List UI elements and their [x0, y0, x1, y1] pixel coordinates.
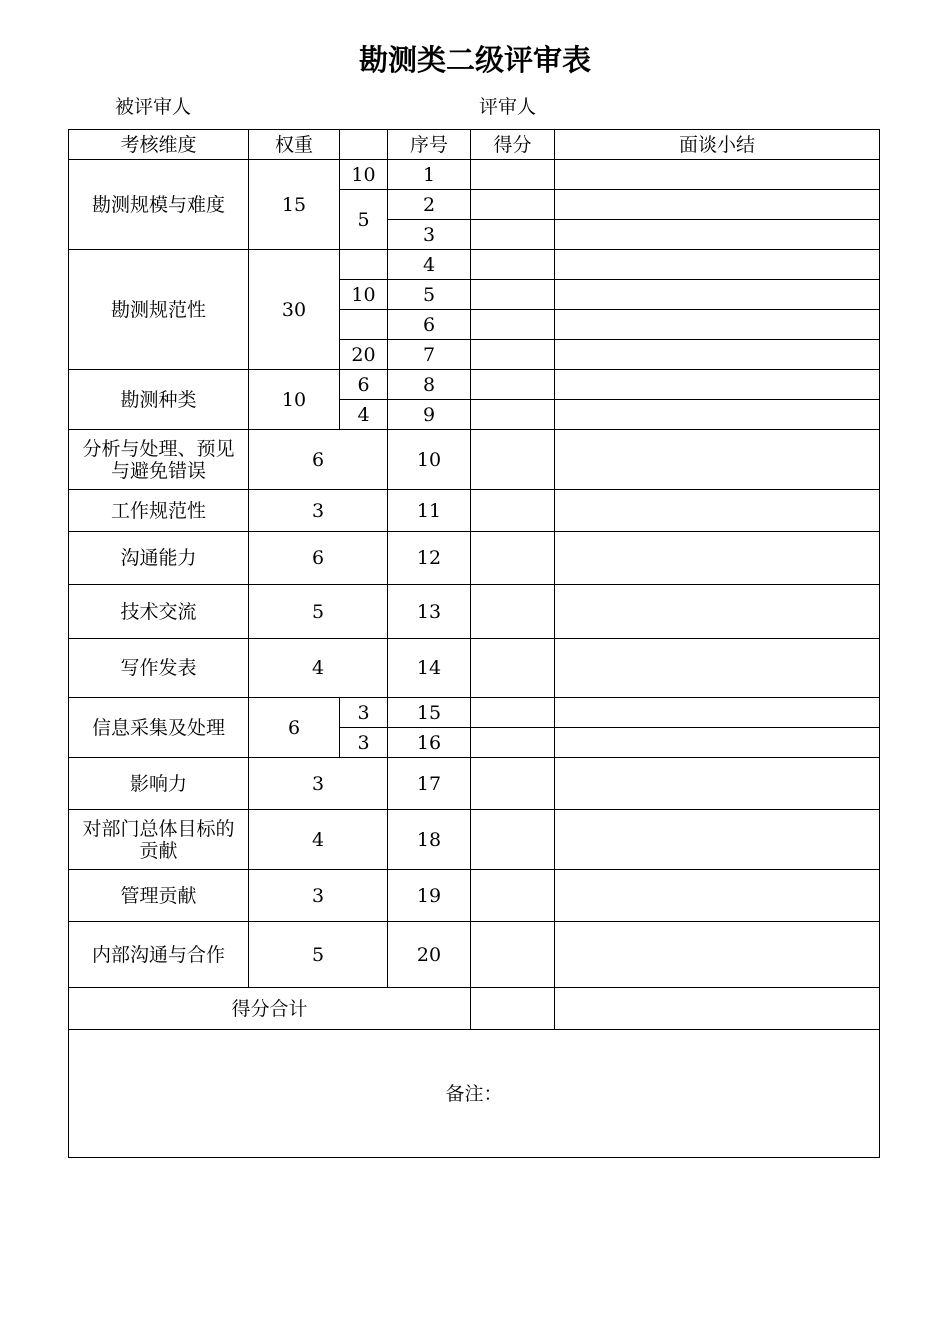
weight-cell: 3 [249, 490, 388, 532]
summary-cell[interactable] [555, 810, 880, 870]
seq-cell: 2 [388, 190, 471, 220]
table-row [69, 639, 880, 698]
weight-cell: 4 [249, 810, 388, 870]
remarks-row [69, 1030, 880, 1158]
score-cell[interactable] [471, 490, 555, 532]
dimension-cell: 内部沟通与合作 [69, 922, 249, 988]
seq-cell: 4 [388, 250, 471, 280]
summary-cell[interactable] [555, 870, 880, 922]
score-cell[interactable] [471, 190, 555, 220]
weight-cell: 3 [249, 758, 388, 810]
sub-weight-cell [340, 310, 388, 340]
table-row [69, 370, 880, 400]
table-row [69, 430, 880, 490]
summary-cell[interactable] [555, 430, 880, 490]
dimension-cell: 技术交流 [69, 585, 249, 639]
summary-cell[interactable] [555, 250, 880, 280]
seq-cell: 6 [388, 310, 471, 340]
seq-cell: 13 [388, 585, 471, 639]
weight-cell: 6 [249, 532, 388, 585]
dimension-cell: 沟通能力 [69, 532, 249, 585]
total-score-cell[interactable] [471, 988, 555, 1030]
table-row [69, 870, 880, 922]
seq-cell: 10 [388, 430, 471, 490]
summary-cell[interactable] [555, 370, 880, 400]
header-seq: 序号 [388, 130, 471, 160]
seq-cell: 3 [388, 220, 471, 250]
table-row [69, 810, 880, 870]
weight-cell: 15 [249, 160, 340, 250]
seq-cell: 19 [388, 870, 471, 922]
score-cell[interactable] [471, 340, 555, 370]
seq-cell: 1 [388, 160, 471, 190]
total-label: 得分合计 [69, 988, 471, 1030]
score-cell[interactable] [471, 370, 555, 400]
score-cell[interactable] [471, 532, 555, 585]
weight-cell: 10 [249, 370, 340, 430]
weight-cell: 4 [249, 639, 388, 698]
remarks-cell[interactable] [69, 1030, 880, 1158]
header-score: 得分 [471, 130, 555, 160]
weight-cell: 6 [249, 430, 388, 490]
sub-weight-cell: 3 [340, 728, 388, 758]
dimension-cell: 对部门总体目标的贡献 [69, 810, 249, 870]
seq-cell: 9 [388, 400, 471, 430]
summary-cell[interactable] [555, 340, 880, 370]
seq-cell: 14 [388, 639, 471, 698]
score-cell[interactable] [471, 250, 555, 280]
sub-weight-cell: 3 [340, 698, 388, 728]
weight-cell: 5 [249, 585, 388, 639]
score-cell[interactable] [471, 810, 555, 870]
weight-cell: 6 [249, 698, 340, 758]
seq-cell: 18 [388, 810, 471, 870]
summary-cell[interactable] [555, 639, 880, 698]
reviewer-label: 评审人 [479, 96, 537, 118]
seq-cell: 12 [388, 532, 471, 585]
dimension-cell: 勘测种类 [69, 370, 249, 430]
summary-cell[interactable] [555, 190, 880, 220]
table-row [69, 532, 880, 585]
header-weight: 权重 [249, 130, 340, 160]
summary-cell[interactable] [555, 758, 880, 810]
sub-weight-cell: 6 [340, 370, 388, 400]
table-row [69, 922, 880, 988]
summary-cell[interactable] [555, 400, 880, 430]
weight-cell: 3 [249, 870, 388, 922]
dimension-cell: 分析与处理、预见与避免错误 [69, 430, 249, 490]
table-row [69, 585, 880, 639]
score-cell[interactable] [471, 698, 555, 728]
score-cell[interactable] [471, 160, 555, 190]
table-row [69, 758, 880, 810]
score-cell[interactable] [471, 728, 555, 758]
reviewee-label: 被评审人 [115, 96, 192, 118]
score-cell[interactable] [471, 430, 555, 490]
summary-cell[interactable] [555, 280, 880, 310]
dimension-cell: 影响力 [69, 758, 249, 810]
summary-cell[interactable] [555, 698, 880, 728]
total-summary-cell[interactable] [555, 988, 880, 1030]
seq-cell: 15 [388, 698, 471, 728]
summary-cell[interactable] [555, 160, 880, 190]
review-table [68, 129, 880, 1158]
sub-weight-cell: 4 [340, 400, 388, 430]
dimension-cell: 管理贡献 [69, 870, 249, 922]
seq-cell: 7 [388, 340, 471, 370]
sub-weight-cell: 5 [340, 190, 388, 250]
summary-cell[interactable] [555, 728, 880, 758]
weight-cell: 30 [249, 250, 340, 370]
table-row [69, 250, 880, 280]
seq-cell: 20 [388, 922, 471, 988]
header-sub-weight [340, 130, 388, 160]
summary-cell[interactable] [555, 532, 880, 585]
dimension-cell: 写作发表 [69, 639, 249, 698]
sub-weight-cell: 10 [340, 160, 388, 190]
table-row [69, 490, 880, 532]
score-cell[interactable] [471, 922, 555, 988]
table-row [69, 160, 880, 190]
seq-cell: 16 [388, 728, 471, 758]
summary-cell[interactable] [555, 585, 880, 639]
score-cell[interactable] [471, 310, 555, 340]
dimension-cell: 勘测规范性 [69, 250, 249, 370]
remarks-label: 备注： [445, 1082, 503, 1105]
seq-cell: 11 [388, 490, 471, 532]
score-cell[interactable] [471, 400, 555, 430]
form-title: 勘测类二级评审表 [358, 43, 591, 77]
header-summary: 面谈小结 [555, 130, 880, 160]
table-row [69, 698, 880, 728]
dimension-cell: 勘测规模与难度 [69, 160, 249, 250]
seq-cell: 8 [388, 370, 471, 400]
summary-cell[interactable] [555, 310, 880, 340]
score-cell[interactable] [471, 220, 555, 250]
total-row [69, 988, 880, 1030]
score-cell[interactable] [471, 585, 555, 639]
summary-cell[interactable] [555, 922, 880, 988]
sub-weight-cell [340, 250, 388, 280]
sub-weight-cell: 20 [340, 340, 388, 370]
weight-cell: 5 [249, 922, 388, 988]
score-cell[interactable] [471, 758, 555, 810]
seq-cell: 17 [388, 758, 471, 810]
table-header-row [69, 130, 880, 160]
summary-cell[interactable] [555, 490, 880, 532]
score-cell[interactable] [471, 280, 555, 310]
score-cell[interactable] [471, 639, 555, 698]
seq-cell: 5 [388, 280, 471, 310]
summary-cell[interactable] [555, 220, 880, 250]
dimension-cell: 工作规范性 [69, 490, 249, 532]
score-cell[interactable] [471, 870, 555, 922]
dimension-cell: 信息采集及处理 [69, 698, 249, 758]
sub-weight-cell: 10 [340, 280, 388, 310]
header-dimension: 考核维度 [69, 130, 249, 160]
